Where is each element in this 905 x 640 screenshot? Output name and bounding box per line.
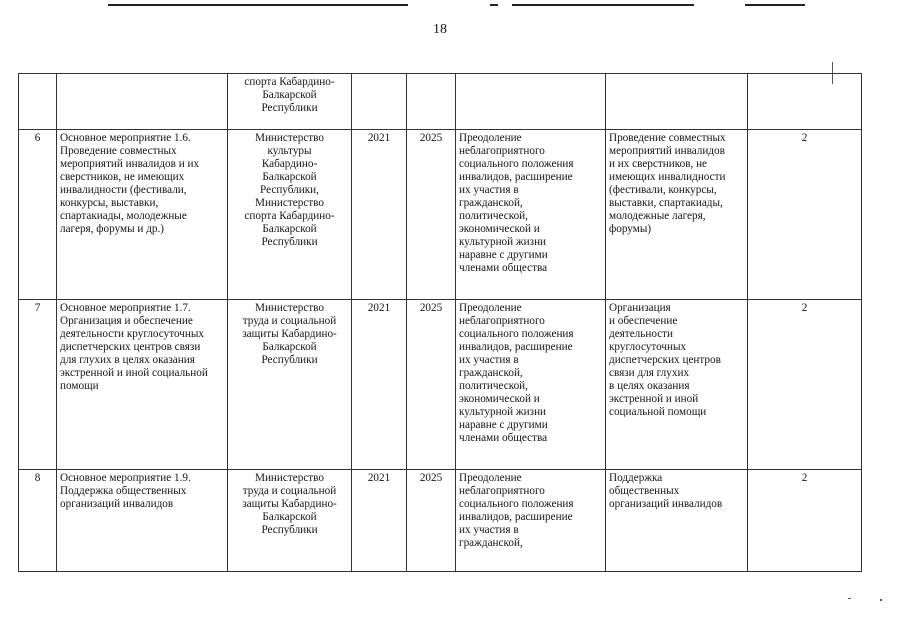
end-year-cell: 2025 bbox=[407, 470, 456, 572]
top-rule-left bbox=[108, 4, 408, 6]
start-year-cell: 2021 bbox=[352, 470, 407, 572]
expected-result-cell bbox=[606, 74, 748, 130]
measure-name-cell: Основное мероприятие 1.9. Поддержка общественных организаций инвалидов bbox=[57, 470, 228, 572]
top-rule-right-a bbox=[512, 4, 694, 6]
expected-result-cell: Организация и обеспечение деятельности круглосуточных диспетчерских центров связи для глухих в целях оказания экстренной и иной социальной помощи bbox=[606, 300, 748, 470]
start-year-cell: 2021 bbox=[352, 130, 407, 300]
goal-cell bbox=[456, 74, 606, 130]
expected-result-cell: Проведение совместных мероприятий инвалидов и их сверстников, не имеющих инвалидности (фестивали, конкурсы, выставки, спартакиады, молодежные лагеря, форумы) bbox=[606, 130, 748, 300]
measure-name-cell bbox=[57, 74, 228, 130]
measure-name-cell: Основное мероприятие 1.7. Организация и обеспечение деятельности круглосуточных диспетчерских центров связи для глухих в целях оказания экстренной и иной социальной помощи bbox=[57, 300, 228, 470]
top-rule-right-b bbox=[745, 4, 805, 6]
start-year-cell bbox=[352, 74, 407, 130]
executor-cell: Министерство труда и социальной защиты Кабардино- Балкарской Республики bbox=[228, 300, 352, 470]
table-row bbox=[19, 300, 862, 470]
table-row bbox=[19, 470, 862, 572]
row-number-cell: 8 bbox=[19, 470, 57, 572]
measures-table bbox=[18, 73, 862, 572]
end-year-cell: 2025 bbox=[407, 130, 456, 300]
end-year-cell bbox=[407, 74, 456, 130]
indicator-cell: 2 bbox=[748, 300, 862, 470]
row-number-cell bbox=[19, 74, 57, 130]
measures-table-wrapper bbox=[18, 73, 861, 593]
row-number-cell: 7 bbox=[19, 300, 57, 470]
table-row bbox=[19, 130, 862, 300]
scan-mark-dot bbox=[848, 598, 851, 599]
goal-cell: Преодоление неблагоприятного социального положения инвалидов, расширение их участия в гражданской, политической, экономической и культурной жизни наравне с другими членами общества bbox=[456, 300, 606, 470]
row-number-cell: 6 bbox=[19, 130, 57, 300]
expected-result-cell: Поддержка общественных организаций инвалидов bbox=[606, 470, 748, 572]
indicator-cell bbox=[748, 74, 862, 130]
end-year-cell: 2025 bbox=[407, 300, 456, 470]
indicator-cell: 2 bbox=[748, 130, 862, 300]
goal-cell: Преодоление неблагоприятного социального положения инвалидов, расширение их участия в гражданской, политической, экономической и культурной жизни наравне с другими членами общества bbox=[456, 130, 606, 300]
page-number: 18 bbox=[433, 22, 447, 37]
table-row bbox=[19, 74, 862, 130]
scan-mark-dot-2 bbox=[880, 599, 882, 601]
measure-name-cell: Основное мероприятие 1.6. Проведение совместных мероприятий инвалидов и их сверстников, не имеющих инвалидности (фестивали, конкурсы, выставки, спартакиады, молодежные лагеря, форумы и др.) bbox=[57, 130, 228, 300]
executor-cell: спорта Кабардино- Балкарской Республики bbox=[228, 74, 352, 130]
start-year-cell: 2021 bbox=[352, 300, 407, 470]
executor-cell: Министерство труда и социальной защиты Кабардино- Балкарской Республики bbox=[228, 470, 352, 572]
goal-cell: Преодоление неблагоприятного социального положения инвалидов, расширение их участия в гражданской, bbox=[456, 470, 606, 572]
indicator-cell: 2 bbox=[748, 470, 862, 572]
executor-cell: Министерство культуры Кабардино- Балкарской Республики, Министерство спорта Кабардино- Балкарской Республики bbox=[228, 130, 352, 300]
top-rule-middle bbox=[490, 4, 498, 6]
